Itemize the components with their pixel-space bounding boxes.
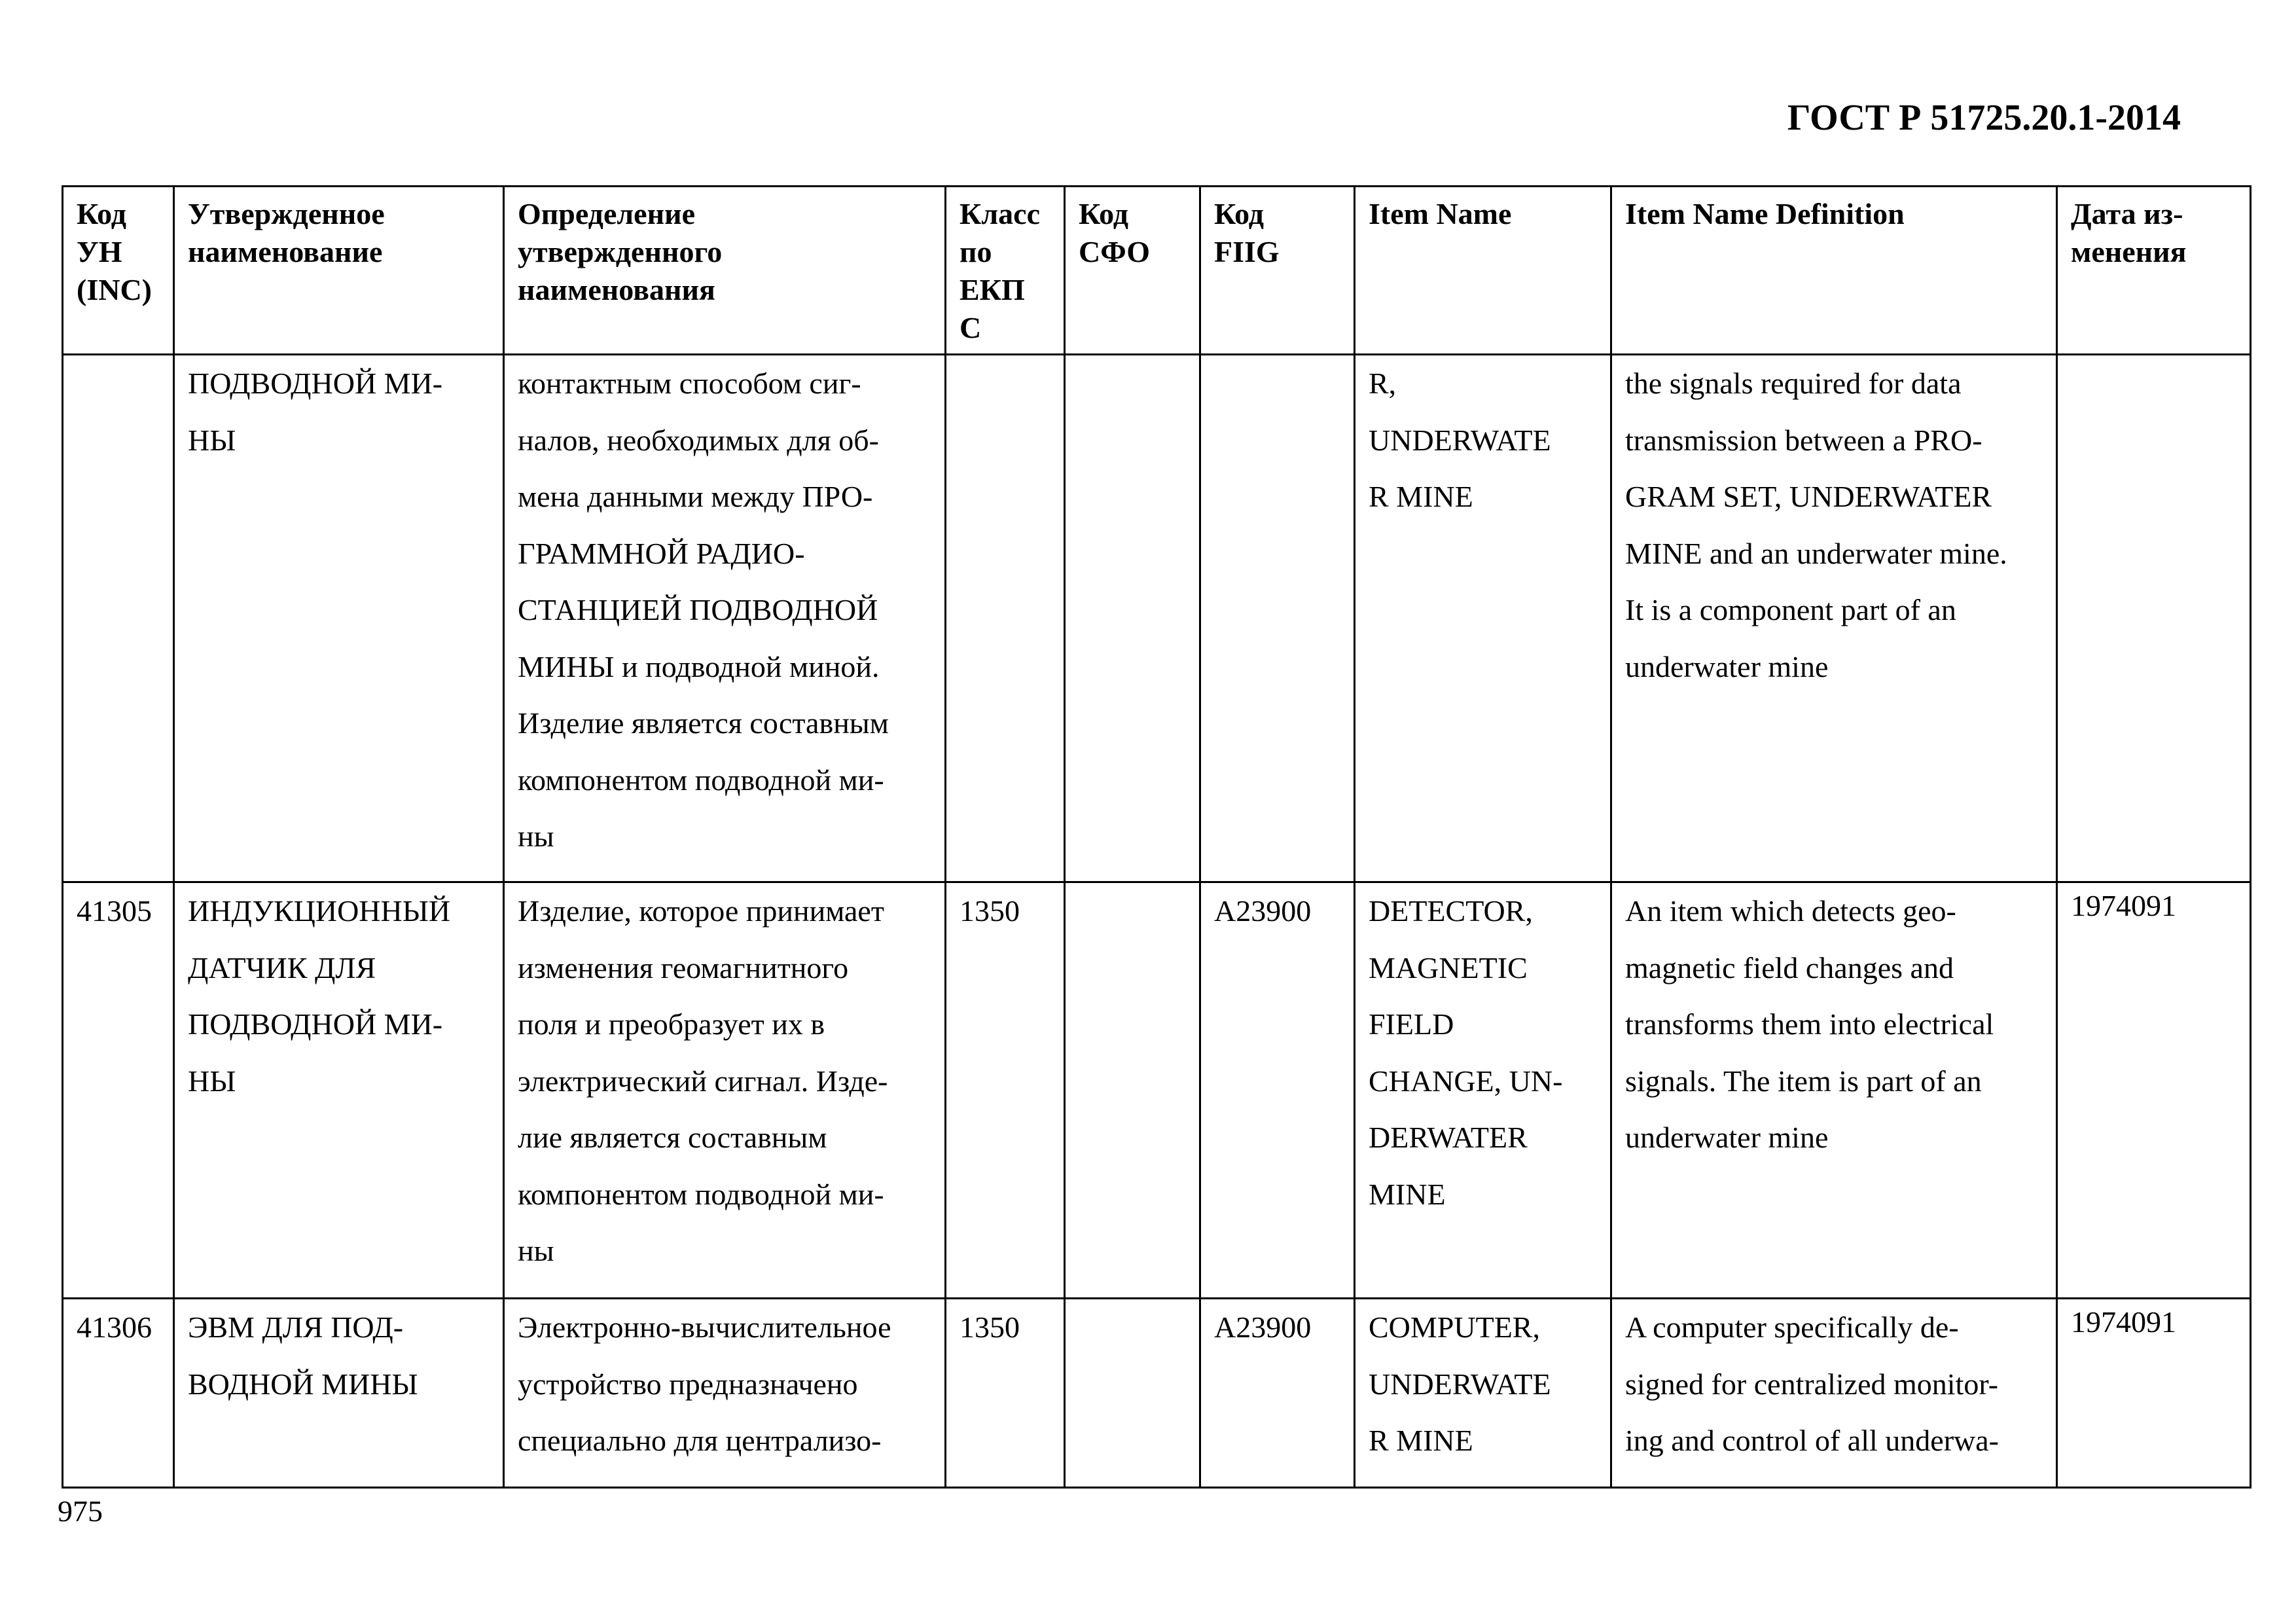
cell-inc <box>63 355 174 882</box>
page-number: 975 <box>58 1494 103 1528</box>
cell-definition: контактным способом сиг- налов, необходимых для об- мена данными между ПРО- ГРАММНОЙ РАДИО- СТАНЦИЕЙ ПОДВОДНОЙ МИНЫ и подводной миной. Изделие является составным компонентом подводной ми- ны <box>504 355 946 882</box>
cell-approved-name: ЭВМ ДЛЯ ПОД- ВОДНОЙ МИНЫ <box>174 1299 504 1488</box>
cell-fiig: A23900 <box>1200 1299 1355 1488</box>
cell-definition: Электронно-вычислительное устройство предназначено специально для централизо- <box>504 1299 946 1488</box>
cell-item-name: DETECTOR, MAGNETIC FIELD CHANGE, UN- DERWATER MINE <box>1355 882 1611 1299</box>
cell-approved-name: ПОДВОДНОЙ МИ- НЫ <box>174 355 504 882</box>
cell-change-date: 1974091 <box>2057 1299 2251 1488</box>
header-class: Класс по ЕКП С <box>946 187 1065 355</box>
cell-fiig <box>1200 355 1355 882</box>
cell-item-definition: the signals required for data transmission between a PRO- GRAM SET, UNDERWATER MINE and an underwater mine. It is a component part of an underwater mine <box>1611 355 2057 882</box>
header-fiig: Код FIIG <box>1200 187 1355 355</box>
cell-class <box>946 355 1065 882</box>
cell-item-definition: A computer specifically de- signed for centralized monitor- ing and control of all underwa- <box>1611 1299 2057 1488</box>
document-code: ГОСТ Р 51725.20.1-2014 <box>1787 98 2181 138</box>
cell-sfo <box>1065 882 1200 1299</box>
header-inc: Код УН (INC) <box>63 187 174 355</box>
cell-class: 1350 <box>946 882 1065 1299</box>
cell-change-date <box>2057 355 2251 882</box>
cell-inc: 41305 <box>63 882 174 1299</box>
table-header-row <box>63 187 2251 355</box>
cell-fiig: A23900 <box>1200 882 1355 1299</box>
cell-change-date: 1974091 <box>2057 882 2251 1299</box>
header-item-name: Item Name <box>1355 187 1611 355</box>
cell-item-name: R, UNDERWATE R MINE <box>1355 355 1611 882</box>
table-row <box>63 1299 2251 1488</box>
table-row <box>63 355 2251 882</box>
cell-sfo <box>1065 1299 1200 1488</box>
cell-approved-name: ИНДУКЦИОННЫЙ ДАТЧИК ДЛЯ ПОДВОДНОЙ МИ- НЫ <box>174 882 504 1299</box>
cell-item-definition: An item which detects geo- magnetic field changes and transforms them into electrical signals. The item is part of an underwater mine <box>1611 882 2057 1299</box>
cell-class: 1350 <box>946 1299 1065 1488</box>
header-item-definition: Item Name Definition <box>1611 187 2057 355</box>
header-definition: Определение утвержденного наименования <box>504 187 946 355</box>
header-approved-name: Утвержденное наименование <box>174 187 504 355</box>
table-row <box>63 882 2251 1299</box>
header-change-date: Дата из- менения <box>2057 187 2251 355</box>
cell-inc: 41306 <box>63 1299 174 1488</box>
data-table <box>62 185 2251 1489</box>
cell-item-name: COMPUTER, UNDERWATE R MINE <box>1355 1299 1611 1488</box>
header-sfo: Код СФО <box>1065 187 1200 355</box>
cell-definition: Изделие, которое принимает изменения геомагнитного поля и преобразует их в электрический сигнал. Изде- лие является составным компонентом подводной ми- ны <box>504 882 946 1299</box>
cell-sfo <box>1065 355 1200 882</box>
